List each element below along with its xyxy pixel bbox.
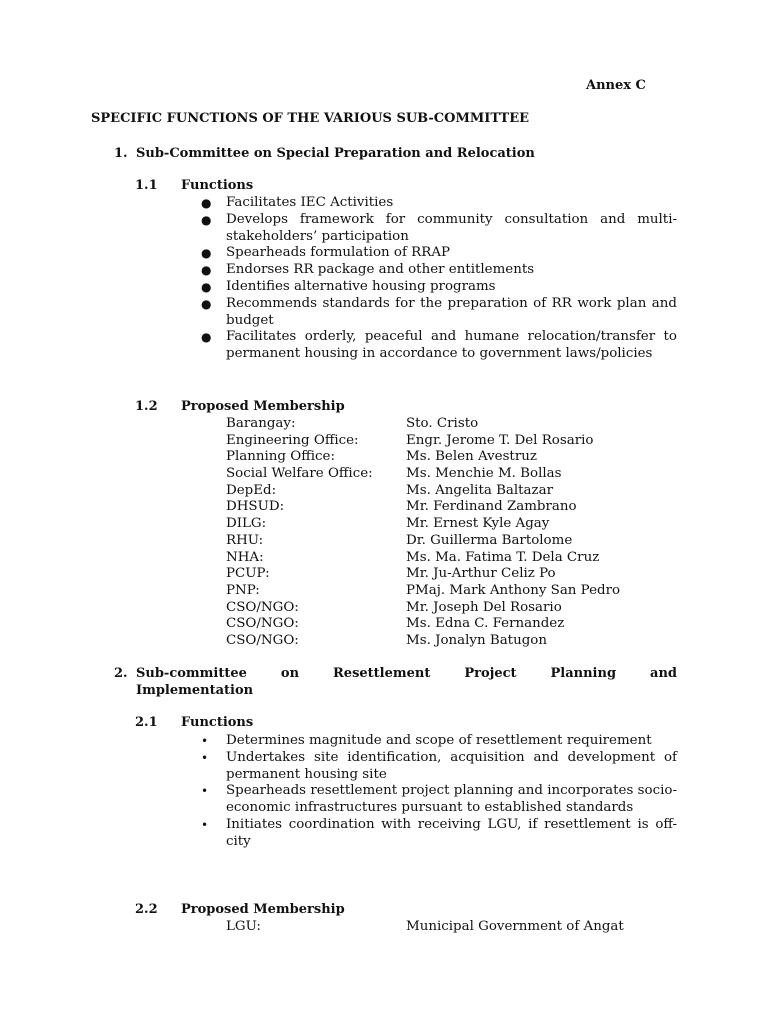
subsection-label: Functions: [181, 715, 254, 730]
subsection-1-1-heading: [135, 178, 253, 193]
member-office: PNP:: [226, 582, 260, 598]
member-name: Ms. Belen Avestruz: [406, 449, 537, 465]
subsection-label: Proposed Membership: [181, 399, 345, 414]
member-office: DepEd:: [226, 482, 277, 498]
section-1-heading: [114, 145, 677, 162]
member-office: CSO/NGO:: [226, 632, 299, 648]
member-office: LGU:: [226, 919, 261, 934]
member-office: DILG:: [226, 516, 267, 532]
subsection-number: 1.2: [135, 399, 158, 414]
section-2-heading: [114, 665, 677, 699]
section-title-line-2: Implementation: [136, 683, 254, 698]
document-title: SPECIFIC FUNCTIONS OF THE VARIOUS SUB-COMMITTEE: [91, 111, 530, 126]
bullet-icon: ●: [201, 196, 212, 210]
list-item: ● Spearheads formulation of RRAP: [201, 245, 451, 261]
list-item: ● Identifies alternative housing programs: [201, 278, 496, 294]
bullet-icon: ●: [201, 212, 212, 227]
member-name: Dr. Guillerma Bartolome: [406, 532, 573, 548]
annex-label: Annex C: [586, 78, 646, 93]
member-office: Social Welfare Office:: [226, 466, 373, 482]
bullet-icon: ●: [201, 279, 212, 294]
member-name: Mr. Ernest Kyle Agay: [406, 516, 550, 532]
list-item: • Undertakes site identification, acquisition and development of permanent housing site: [201, 749, 677, 782]
bullet-icon: •: [201, 817, 209, 832]
member-name: PMaj. Mark Anthony San Pedro: [406, 582, 621, 598]
section-number: 1.: [114, 146, 128, 161]
member-office: DHSUD:: [226, 499, 285, 515]
bullet-icon: ●: [201, 246, 212, 261]
list-item: ● Develops framework for community consultation and multi-stakeholders’ participation: [201, 211, 677, 244]
member-office: PCUP:: [226, 566, 270, 582]
section-title-line-1: Sub-committee on Resettlement Project Planning and: [136, 666, 677, 681]
subsection-label: Proposed Membership: [181, 902, 345, 917]
member-office: NHA:: [226, 549, 264, 565]
subsection-number: 2.2: [135, 902, 158, 917]
bullet-icon: ●: [201, 330, 212, 345]
member-office: Planning Office:: [226, 449, 335, 465]
member-name: Ms. Ma. Fatima T. Dela Cruz: [406, 549, 600, 565]
member-office: CSO/NGO:: [226, 616, 299, 632]
bullet-icon: •: [201, 784, 209, 799]
bullet-icon: •: [201, 750, 209, 765]
list-item: • Spearheads resettlement project planning and incorporates socio-economic infrastructures pursuant to established standards: [201, 783, 677, 816]
section-title: Sub-Committee on Special Preparation and Relocation: [136, 146, 535, 161]
member-name: Ms. Jonalyn Batugon: [406, 632, 547, 648]
subsection-label: Functions: [181, 178, 254, 193]
member-name: Ms. Menchie M. Bollas: [406, 466, 562, 482]
subsection-1-2-heading: [135, 399, 345, 414]
bullet-icon: ●: [201, 296, 212, 311]
member-name: Mr. Ju-Arthur Celiz Po: [406, 566, 556, 582]
member-name: Sto. Cristo: [406, 416, 479, 431]
member-name: Ms. Angelita Baltazar: [406, 482, 553, 498]
list-item: ● Endorses RR package and other entitlements: [201, 262, 535, 278]
bullet-icon: •: [201, 734, 209, 748]
member-name: Engr. Jerome T. Del Rosario: [406, 432, 594, 448]
list-item: ● Facilitates orderly, peaceful and humane relocation/transfer to permanent housing in accordance to government laws/policies: [201, 329, 677, 362]
section-number: 2.: [114, 666, 128, 681]
list-item: • Determines magnitude and scope of resettlement requirement: [201, 733, 652, 748]
list-item: ● Recommends standards for the preparation of RR work plan and budget: [201, 295, 677, 328]
subsection-number: 2.1: [135, 715, 158, 730]
list-item: ● Facilitates IEC Activities: [201, 195, 394, 210]
subsection-number: 1.1: [135, 178, 158, 193]
functions-list-1: [200, 195, 677, 363]
subsection-2-1-heading: [135, 715, 253, 730]
functions-list-2: [200, 733, 677, 851]
subsection-2-2-heading: [135, 902, 345, 917]
member-name: Mr. Ferdinand Zambrano: [406, 499, 577, 515]
member-office: CSO/NGO:: [226, 599, 299, 615]
section-title: [136, 665, 677, 699]
list-item: • Initiates coordination with receiving LGU, if resettlement is off-city: [201, 816, 677, 849]
member-office: RHU:: [226, 532, 264, 548]
member-office: Barangay:: [226, 416, 296, 431]
member-office: Engineering Office:: [226, 432, 359, 448]
member-name: Municipal Government of Angat: [406, 919, 624, 934]
bullet-icon: ●: [201, 263, 212, 278]
member-name: Mr. Joseph Del Rosario: [406, 599, 562, 615]
member-name: Ms. Edna C. Fernandez: [406, 616, 565, 632]
